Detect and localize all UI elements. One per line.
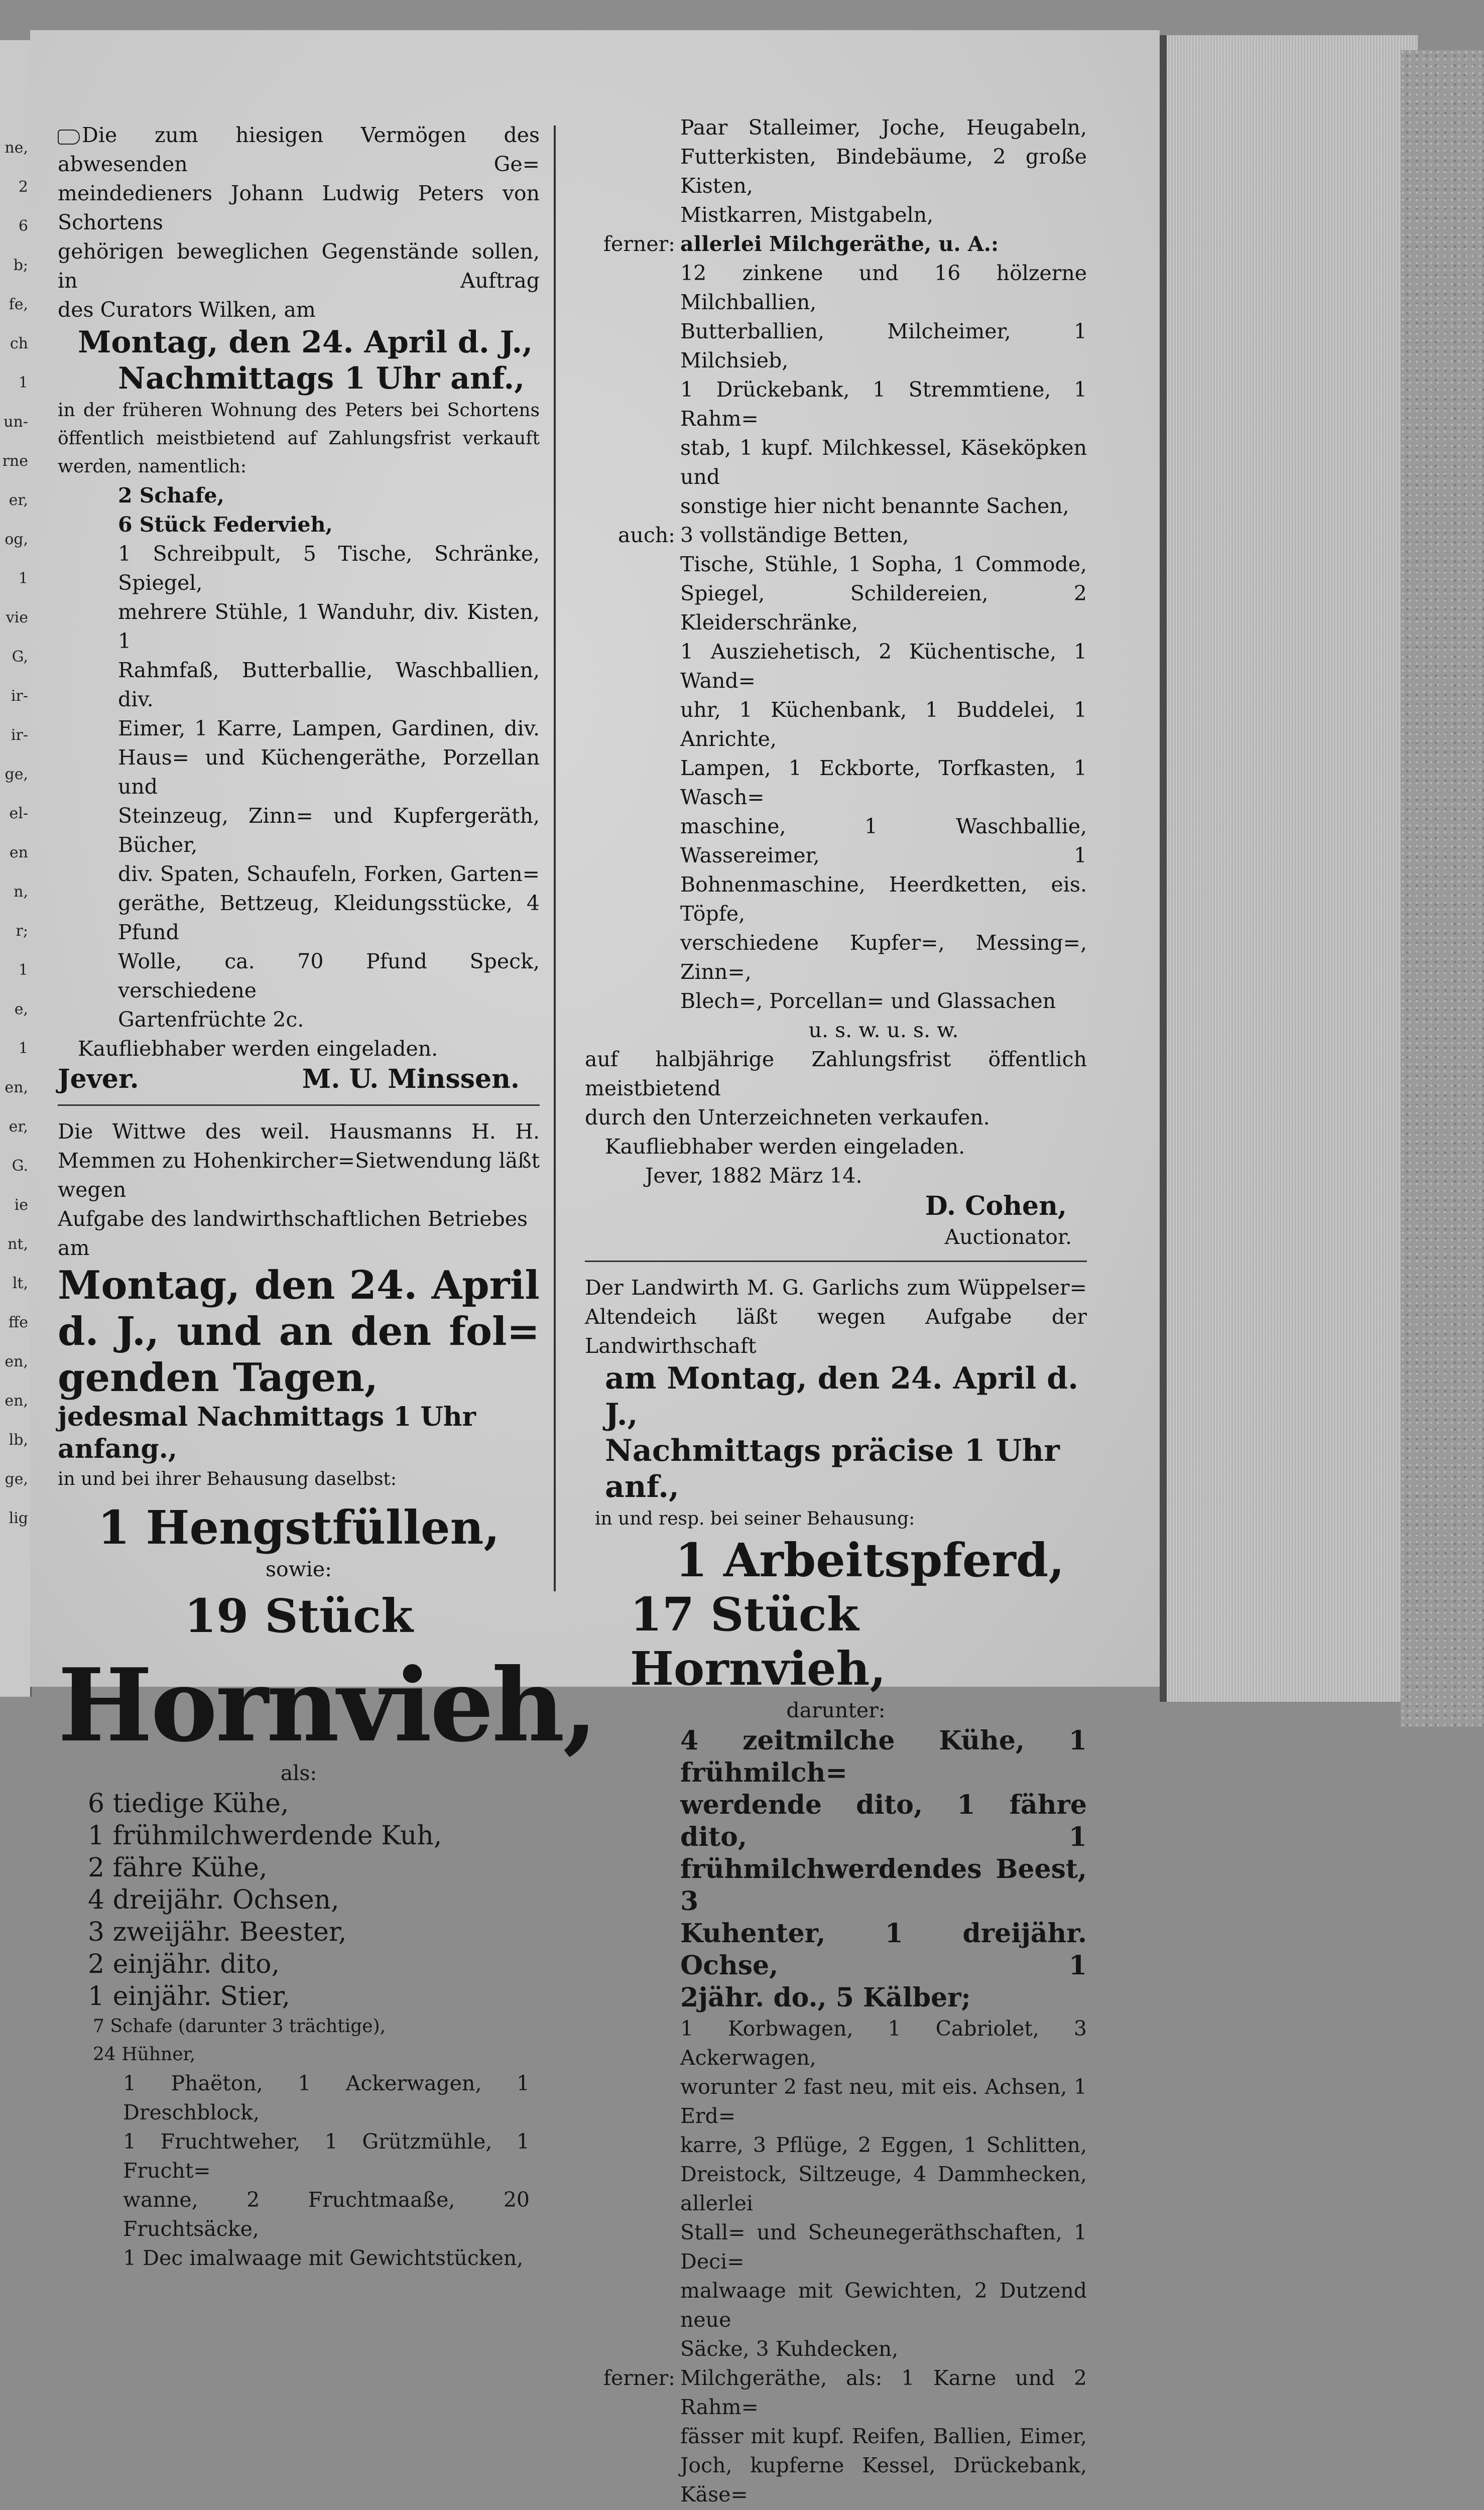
previous-page-fragment: ir- — [11, 726, 28, 744]
previous-page-fragment: fe, — [9, 296, 28, 313]
ad-garlichs-auction — [585, 1273, 1087, 2510]
headline-horse: 1 Hengstfüllen, — [97, 1500, 500, 1555]
book-page-edges — [1160, 35, 1418, 1702]
item-line: Paar Stalleimer, Joche, Heugabeln, — [680, 115, 1087, 140]
equipment-list — [585, 2014, 1087, 2363]
item-line: 24 Hühner, — [93, 2044, 196, 2065]
ad-text-line: Altendeich läßt wegen Aufgabe der Landwirthschaft — [585, 1305, 1087, 1358]
previous-page-fragment: ge, — [5, 1470, 28, 1488]
item-line: fässer mit kupf. Reifen, Ballien, Eimer, — [680, 2424, 1087, 2448]
item-line: Haus= und Küchengeräthe, Porzellan und — [118, 745, 540, 799]
auction-time: Nachmittags präcise 1 Uhr anf., — [605, 1433, 1060, 1504]
previous-page-fragment: 2 — [18, 178, 28, 196]
previous-page-fragment: el- — [9, 805, 28, 822]
item-line: 1 Ausziehetisch, 2 Küchentische, 1 Wand= — [680, 640, 1087, 693]
connector-text: sowie: — [265, 1557, 332, 1581]
previous-page-fragment: r; — [16, 922, 28, 940]
headline-cattle: Hornvieh, — [58, 1647, 596, 1765]
item-line: Säcke, 3 Kuhdecken, — [680, 2337, 899, 2361]
previous-page-fragment: en — [9, 844, 28, 861]
previous-page-fragment: e, — [14, 1000, 28, 1018]
section-label: ferner: — [603, 2366, 675, 2390]
previous-page-fragment: rne — [2, 452, 28, 470]
item-line: 1 einjähr. Stier, — [88, 1981, 290, 2012]
signer-name: M. U. Minssen. — [302, 1064, 520, 1094]
ad-text-line: werden, namentlich: — [58, 456, 246, 477]
item-line: u. s. w. u. s. w. — [808, 1018, 959, 1042]
previous-page-fragment: ge, — [5, 766, 28, 783]
item-line: stab, 1 kupf. Milchkessel, Käseköpken und — [680, 436, 1087, 489]
previous-page-fragment: er, — [9, 1118, 28, 1136]
item-line: 1 Drückebank, 1 Stremmtiene, 1 Rahm= — [680, 378, 1087, 431]
pointing-hand-icon — [58, 130, 80, 145]
item-line: Steinzeug, Zinn= und Kupfergeräth, Bücher, — [118, 804, 540, 857]
ad-text-line: Die Wittwe des weil. Hausmanns H. H. — [58, 1119, 540, 1144]
section-label: auch: — [617, 523, 675, 547]
previous-page-fragment: ir- — [11, 687, 28, 705]
headline-cattle: 17 Stück Hornvieh, — [630, 1587, 886, 1696]
auction-date: Montag, den 24. April d. J., — [78, 325, 533, 360]
previous-page-fragment: en, — [5, 1392, 28, 1410]
item-line: mehrere Stühle, 1 Wanduhr, div. Kisten, 1 — [118, 600, 540, 653]
auction-date: genden Tagen, — [58, 1355, 379, 1401]
previous-page-fragment: lb, — [9, 1431, 28, 1449]
previous-page-fragment: ch — [10, 335, 28, 352]
previous-page-fragment: nt, — [8, 1235, 28, 1253]
item-line: 2 fähre Kühe, — [88, 1853, 268, 1883]
previous-page-fragment: lt, — [12, 1275, 28, 1292]
item-line: div. Spaten, Schaufeln, Forken, Garten= — [118, 862, 540, 886]
ad-text-line: Der Landwirth M. G. Garlichs zum Wüppelser= — [585, 1276, 1087, 1300]
previous-page-fragment: b; — [13, 257, 28, 274]
small-animal-list — [58, 2013, 540, 2069]
item-line: 1 Schreibpult, 5 Tische, Schränke, Spiegel, — [118, 542, 540, 595]
item-line: maschine, 1 Waschballie, Wassereimer, 1 — [680, 814, 1087, 867]
signer-role: Auctionator. — [944, 1225, 1072, 1249]
ad-text-line: auf halbjährige Zahlungsfrist öffentlich meistbietend — [585, 1047, 1087, 1100]
ad-memmen-auction — [58, 1117, 596, 2273]
item-line: 2jähr. do., 5 Kälber; — [680, 1982, 971, 2013]
auction-location: in und resp. bei seiner Behausung: — [595, 1509, 915, 1529]
item-line: Lampen, 1 Eckborte, Torfkasten, 1 Wasch= — [680, 756, 1087, 809]
previous-page-fragment: ne, — [5, 139, 28, 157]
invitation-text: Kaufliebhaber werden eingeladen. — [78, 1037, 438, 1061]
auch-section — [585, 521, 1087, 1045]
cattle-list — [58, 1788, 540, 2013]
previous-page-fragment: ie — [14, 1196, 28, 1214]
previous-page-fragment: vie — [6, 609, 28, 626]
ferner-section — [585, 229, 1087, 521]
previous-page-fragment: og, — [5, 531, 28, 548]
headline-count: 19 Stück — [184, 1589, 413, 1643]
column-divider — [554, 126, 556, 1591]
cattle-list — [585, 1725, 1087, 2014]
place-name: Jever. — [58, 1064, 139, 1094]
item-line: 1 Korbwagen, 1 Cabriolet, 3 Ackerwagen, — [680, 2017, 1087, 2070]
previous-page-fragment: 1 — [18, 961, 28, 979]
ad-peters-auction — [58, 120, 540, 1095]
connector-text: darunter: — [786, 1698, 886, 1722]
item-line: Dreistock, Siltzeuge, 4 Dammhecken, allerlei — [680, 2162, 1087, 2215]
auction-date: d. J., und an den fol= — [58, 1309, 540, 1354]
item-line: sonstige hier nicht benannte Sachen, — [680, 494, 1069, 518]
previous-page-fragment: un- — [4, 413, 28, 431]
item-line: Tische, Stühle, 1 Sopha, 1 Commode, — [680, 552, 1087, 576]
previous-page-fragment: 6 — [18, 217, 28, 235]
ad-text-line: des Curators Wilken, am — [58, 298, 316, 322]
item-line: 1 Phaëton, 1 Ackerwagen, 1 Dreschblock, — [123, 2071, 530, 2124]
place-date: Jever, 1882 März 14. — [645, 1164, 862, 1188]
ad-cohen-auction — [585, 113, 1087, 1251]
ad-separator — [58, 1104, 540, 1106]
item-list — [58, 539, 540, 1034]
item-line: wanne, 2 Fruchtmaaße, 20 Fruchtsäcke, — [123, 2188, 530, 2241]
previous-page-fragment: en, — [5, 1353, 28, 1370]
item-line: geräthe, Bettzeug, Kleidungsstücke, 4 Pfund — [118, 891, 540, 944]
item-line: 4 dreijähr. Ochsen, — [88, 1885, 339, 1915]
previous-page-fragment: 1 — [18, 374, 28, 392]
item-line: 2 einjähr. dito, — [88, 1949, 280, 1979]
ad-text-line: gehörigen beweglichen Gegenstände sollen, in Auftrag — [58, 239, 540, 293]
item-line: 6 tiedige Kühe, — [88, 1789, 289, 1819]
ad-text-line: in der früheren Wohnung des Peters bei Schortens — [58, 400, 540, 421]
equipment-list — [58, 2069, 540, 2273]
item-line: Blech=, Porcellan= und Glassachen — [680, 989, 1056, 1013]
auction-date: am Montag, den 24. April d. J., — [605, 1361, 1078, 1432]
section-label: ferner: — [603, 232, 675, 256]
previous-page-fragment: 1 — [18, 1040, 28, 1057]
right-column — [585, 113, 1087, 2510]
ad-text-line: meindedieners Johann Ludwig Peters von Schortens — [58, 181, 540, 234]
item-line: allerlei Milchgeräthe, u. A.: — [680, 232, 999, 256]
ad-separator — [585, 1261, 1087, 1262]
item-line: Spiegel, Schildereien, 2 Kleiderschränke, — [680, 581, 1087, 635]
item-line: malwaage mit Gewichten, 2 Dutzend neue — [680, 2279, 1087, 2332]
previous-page-edge — [0, 40, 32, 1697]
item-line: verschiedene Kupfer=, Messing=, Zinn=, — [680, 931, 1087, 984]
item-line: worunter 2 fast neu, mit eis. Achsen, 1 Erd= — [680, 2075, 1087, 2128]
auction-date: Montag, den 24. April — [58, 1263, 540, 1308]
ad-text-line: Aufgabe des landwirthschaftlichen Betriebes am — [58, 1207, 528, 1260]
previous-page-fragment: ffe — [8, 1314, 28, 1331]
previous-page-fragment: G. — [12, 1157, 28, 1175]
item-line: Kuhenter, 1 dreijähr. Ochse, 1 — [680, 1918, 1087, 1981]
item-line: Stall= und Scheunegeräthschaften, 1 Deci= — [680, 2220, 1087, 2274]
item-line: 3 zweijähr. Beester, — [88, 1917, 347, 1947]
item-line: Milchgeräthe, als: 1 Karne und 2 Rahm= — [680, 2366, 1087, 2419]
previous-page-fragment: n, — [14, 883, 28, 901]
item-line: Mistkarren, Mistgabeln, — [680, 203, 934, 227]
signature-line — [58, 1063, 540, 1095]
previous-page-fragment: er, — [9, 491, 28, 509]
item-line: werdende dito, 1 fähre dito, 1 — [680, 1790, 1087, 1852]
connector-text: als: — [280, 1761, 317, 1785]
previous-page-fragment: 1 — [18, 570, 28, 587]
ad-text-line: öffentlich meistbietend auf Zahlungsfrist verkauft — [58, 428, 540, 449]
invitation-text: Kaufliebhaber werden eingeladen. — [605, 1135, 965, 1159]
ad-text-line: Memmen zu Hohenkircher=Sietwendung läßt wegen — [58, 1149, 540, 1202]
auction-time: jedesmal Nachmittags 1 Uhr anfang., — [58, 1402, 476, 1464]
item-line: 1 frühmilchwerdende Kuh, — [88, 1821, 442, 1851]
item-line: 12 zinkene und 16 hölzerne Milchballien, — [680, 261, 1087, 314]
item-line: 1 Fruchtweher, 1 Grützmühle, 1 Frucht= — [123, 2129, 530, 2183]
item-line: 7 Schafe (darunter 3 trächtige), — [93, 2016, 386, 2037]
ad-text-line: durch den Unterzeichneten verkaufen. — [585, 1105, 990, 1130]
item-line: 1 Dec imalwaage mit Gewichtstücken, — [123, 2246, 524, 2270]
item-line: Rahmfaß, Butterballie, Waschballien, div. — [118, 658, 540, 711]
item-line — [680, 2509, 1087, 2510]
previous-page-fragment: lig — [9, 1510, 28, 1527]
item-line: uhr, 1 Küchenbank, 1 Buddelei, 1 Anrichte, — [680, 698, 1087, 751]
auction-time: Nachmittags 1 Uhr anf., — [118, 361, 525, 396]
auction-location: in und bei ihrer Behausung daselbst: — [58, 1469, 397, 1489]
item-line: Futterkisten, Bindebäume, 2 große Kisten, — [680, 145, 1087, 198]
ferner-section — [585, 2363, 1087, 2510]
signer-name: D. Cohen, — [925, 1191, 1067, 1221]
ad-text-line: Die zum hiesigen Vermögen des abwesenden Ge= — [58, 123, 540, 176]
item-line: Butterballien, Milcheimer, 1 Milchsieb, — [680, 319, 1087, 372]
item-line: Joch, kupferne Kessel, Drückebank, Käse= — [680, 2453, 1087, 2506]
item-line: 4 zeitmilche Kühe, 1 frühmilch= — [680, 1725, 1087, 1788]
item-line: Bohnenmaschine, Heerdketten, eis. Töpfe, — [680, 872, 1087, 926]
previous-page-fragment: en, — [5, 1079, 28, 1096]
item-line: 2 Schafe, — [118, 483, 224, 508]
book-cover — [1401, 50, 1484, 1727]
previous-page-fragment: G, — [12, 648, 28, 666]
item-line: karre, 3 Pflüge, 2 Eggen, 1 Schlitten, — [680, 2133, 1087, 2157]
headline-horse: 1 Arbeitspferd, — [675, 1533, 1065, 1587]
item-line: 3 vollständige Betten, — [680, 523, 909, 547]
item-line: frühmilchwerdendes Beest, 3 — [680, 1854, 1087, 1917]
left-column — [58, 120, 596, 2273]
item-line: 6 Stück Federvieh, — [118, 513, 333, 537]
item-line: Eimer, 1 Karre, Lampen, Gardinen, div. — [118, 716, 540, 740]
item-line: Gartenfrüchte 2c. — [118, 1008, 304, 1032]
item-line: Wolle, ca. 70 Pfund Speck, verschiedene — [118, 949, 540, 1002]
